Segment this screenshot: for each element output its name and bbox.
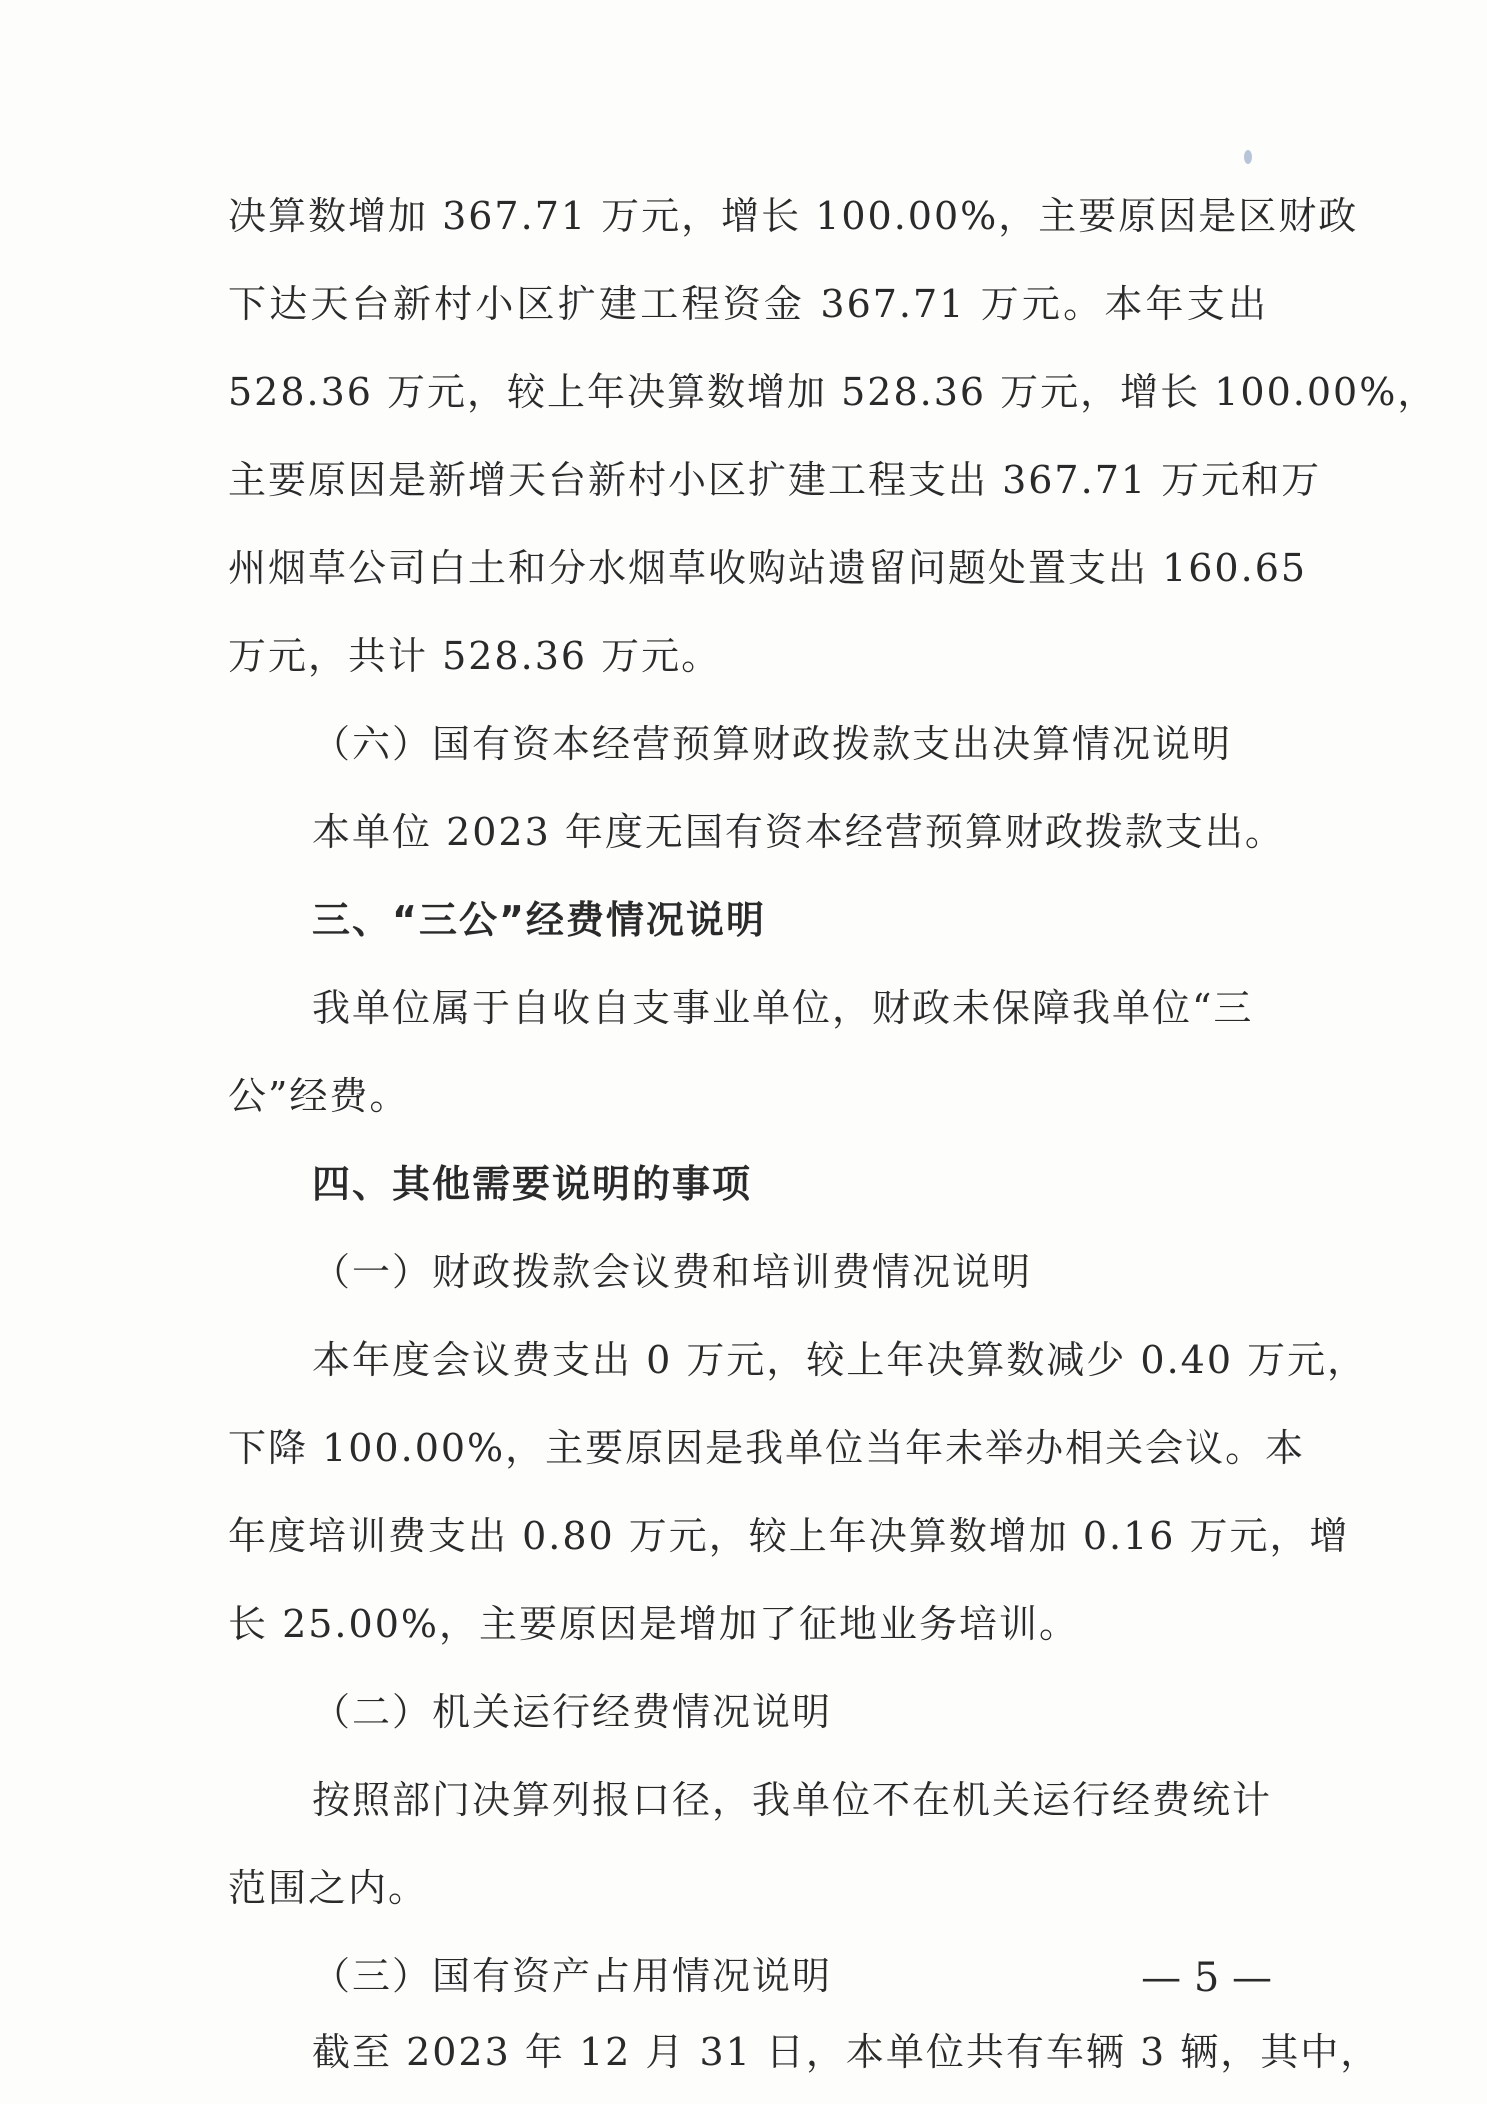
subsection-heading: （二）机关运行经费情况说明 — [312, 1690, 833, 1734]
paragraph-line: 范围之内。 — [228, 1866, 429, 1910]
paragraph-line: 州烟草公司白土和分水烟草收购站遗留问题处置支出 160.65 — [228, 546, 1308, 590]
subsection-heading: （六）国有资本经营预算财政拨款支出决算情况说明 — [312, 722, 1233, 766]
paragraph-line: 下降 100.00%，主要原因是我单位当年未举办相关会议。本 — [228, 1426, 1306, 1470]
paragraph-line: 公”经费。 — [228, 1074, 410, 1118]
section-heading: 三、“三公”经费情况说明 — [312, 898, 766, 942]
paragraph-line: 528.36 万元，较上年决算数增加 528.36 万元，增长 100.00%， — [228, 370, 1438, 414]
paragraph-line: 本年度会议费支出 0 万元，较上年决算数减少 0.40 万元， — [312, 1338, 1368, 1382]
subsection-heading: （三）国有资产占用情况说明 — [312, 1954, 833, 1998]
paragraph-line: 年度培训费支出 0.80 万元，较上年决算数增加 0.16 万元，增 — [228, 1514, 1350, 1558]
section-heading: 四、其他需要说明的事项 — [312, 1162, 753, 1206]
paragraph-line: 长 25.00%，主要原因是增加了征地业务培训。 — [228, 1602, 1079, 1646]
paragraph-line: 截至 2023 年 12 月 31 日，本单位共有车辆 3 辆，其中， — [312, 2030, 1381, 2074]
subsection-heading: （一）财政拨款会议费和培训费情况说明 — [312, 1250, 1033, 1294]
page-number: — 5 — — [1141, 1955, 1272, 2001]
paragraph-line: 我单位属于自收自支事业单位，财政未保障我单位“三 — [312, 986, 1254, 1030]
paragraph-line: 本单位 2023 年度无国有资本经营预算财政拨款支出。 — [312, 810, 1285, 854]
scan-speck — [1244, 150, 1252, 164]
paragraph-line: 下达天台新村小区扩建工程资金 367.71 万元。本年支出 — [228, 282, 1268, 326]
paragraph-line: 主要原因是新增天台新村小区扩建工程支出 367.71 万元和万 — [228, 458, 1322, 502]
paragraph-line: 决算数增加 367.71 万元，增长 100.00%，主要原因是区财政 — [228, 194, 1359, 238]
paragraph-line: 按照部门决算列报口径，我单位不在机关运行经费统计 — [312, 1778, 1273, 1822]
paragraph-line: 万元，共计 528.36 万元。 — [228, 634, 722, 678]
